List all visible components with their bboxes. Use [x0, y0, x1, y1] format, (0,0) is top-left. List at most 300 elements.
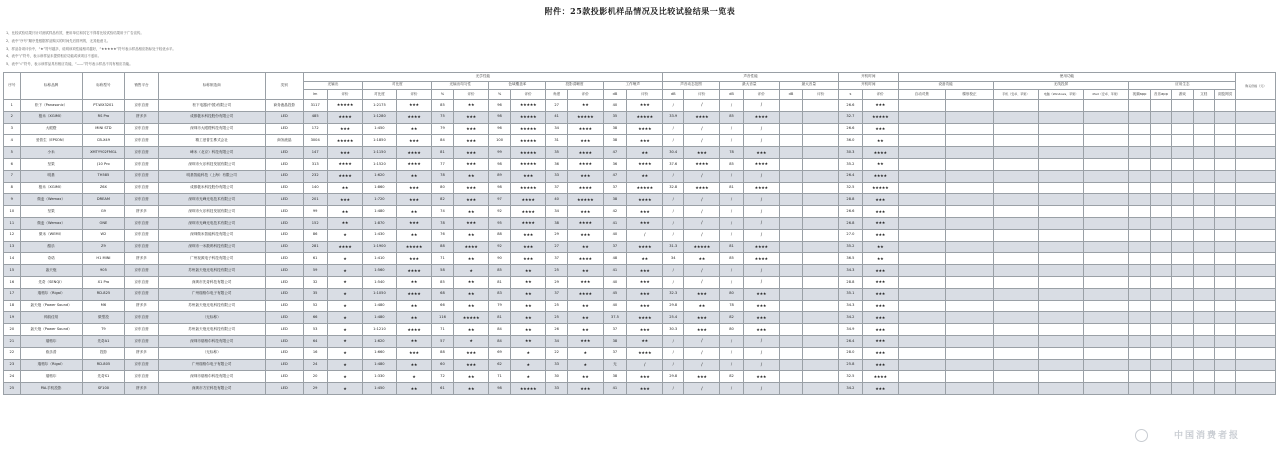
cell-usage: [1129, 182, 1150, 194]
cell-loudness: /: [720, 194, 744, 206]
cell-gamut: 98: [489, 158, 510, 170]
cell-uniformity: 81: [432, 147, 453, 159]
cell-usage: [946, 288, 994, 300]
cell-channel: 京东自营: [125, 147, 158, 159]
cell-usage: [993, 217, 1038, 229]
cell-focus: 31: [546, 135, 567, 147]
cell-stars: ★★★★★: [627, 182, 663, 194]
cell-usage: [898, 324, 946, 336]
cell-price: [1236, 265, 1276, 277]
cell-empty: [779, 371, 803, 383]
cell-stars: ★★★: [743, 288, 779, 300]
cell-stars: ★★★★: [510, 206, 546, 218]
cell-stars: ★★: [510, 312, 546, 324]
cell-seq: 5: [4, 147, 21, 159]
cell-empty: [779, 147, 803, 159]
cell-lm: 485: [303, 111, 327, 123]
cell-stars: ★★★★: [327, 111, 363, 123]
cell-stars: ★★★: [627, 206, 663, 218]
cell-loudness: 81: [720, 182, 744, 194]
cell-stars: ★★: [396, 312, 432, 324]
cell-stars: ★★: [453, 300, 489, 312]
cell-usage: [946, 147, 994, 159]
cell-usage: [1193, 194, 1214, 206]
cell-usage: [1172, 371, 1193, 383]
cell-category: LED: [265, 158, 303, 170]
cell-focus: 40: [546, 194, 567, 206]
cell-usage: [1214, 158, 1235, 170]
cell-stars: ★★★★★: [327, 135, 363, 147]
cell-contrast: 1:870: [363, 217, 396, 229]
cell-channel: 拼多多: [125, 206, 158, 218]
cell-maker: 精工爱普生株式会社: [158, 135, 265, 147]
cell-category: LED: [265, 217, 303, 229]
cell-usage: [946, 359, 994, 371]
cell-usage: [1084, 206, 1129, 218]
cell-usage: [1214, 206, 1235, 218]
cell-usage: [1084, 135, 1129, 147]
cell-stars: ★★★: [684, 371, 720, 383]
cell-stars: ★★★★: [743, 111, 779, 123]
cell-channel: 京东自营: [125, 288, 158, 300]
cell-model: RD-825: [82, 288, 125, 300]
cell-dynamic: /: [663, 206, 684, 218]
cell-brand: 瑞格尔: [20, 335, 82, 347]
table-row: [4, 253, 1276, 265]
cell-noise: 无: [603, 359, 627, 371]
cell-focus: 33: [546, 170, 567, 182]
cell-noise: 40: [603, 276, 627, 288]
cell-usage: [898, 100, 946, 112]
cell-category: LED: [265, 347, 303, 359]
cell-stars: ★: [327, 312, 363, 324]
note-line: 2、表中“序号”顺序是根据样品购买的时间先后排列的，无其他意义。: [6, 38, 110, 43]
header-dynamic: 声音动态范围: [663, 81, 720, 90]
cell-usage: [993, 206, 1038, 218]
cell-stars: ★★★: [453, 217, 489, 229]
cell-dynamic: 29.8: [663, 300, 684, 312]
cell-usage: [993, 194, 1038, 206]
cell-empty: [803, 383, 839, 395]
cell-empty: [779, 194, 803, 206]
cell-uniformity: 66: [432, 300, 453, 312]
cell-empty: [803, 347, 839, 359]
cell-uniformity: 76: [432, 229, 453, 241]
cell-usage: [1038, 312, 1083, 324]
cell-brand: 奇诺: [20, 253, 82, 265]
cell-focus: 27: [546, 100, 567, 112]
table-body: [4, 100, 1276, 395]
col-autofocus: 自动对焦: [898, 90, 946, 100]
header-seq: 序号: [4, 73, 21, 100]
cell-uniformity: 57: [432, 335, 453, 347]
cell-stars: /: [684, 217, 720, 229]
cell-maker: （无标称）: [158, 312, 265, 324]
cell-stars: ★★★★: [627, 241, 663, 253]
cell-empty: [803, 135, 839, 147]
cell-model: SF100: [82, 383, 125, 395]
cell-usage: [1214, 241, 1235, 253]
cell-usage: [1214, 347, 1235, 359]
cell-stars: ★★★: [453, 111, 489, 123]
cell-usage: [993, 170, 1038, 182]
cell-uniformity: 82: [432, 194, 453, 206]
cell-uniformity: 74: [432, 206, 453, 218]
cell-usage: [1214, 300, 1235, 312]
cell-stars: ★★★★: [743, 241, 779, 253]
cell-model: 微型投: [82, 312, 125, 324]
cell-usage: [946, 217, 994, 229]
cell-stars: ★★★★★: [396, 241, 432, 253]
cell-stars: ★★★: [862, 288, 898, 300]
cell-usage: [1214, 229, 1235, 241]
cell-stars: ★★★★: [567, 123, 603, 135]
cell-noise: 41: [603, 217, 627, 229]
cell-usage: [946, 170, 994, 182]
cell-brand: 极米（XGIMI）: [20, 111, 82, 123]
cell-noise: 47: [603, 147, 627, 159]
cell-empty: [803, 229, 839, 241]
cell-empty: [779, 276, 803, 288]
cell-usage: [1172, 147, 1193, 159]
cell-maker: 深圳市火乐科技发展有限公司: [158, 158, 265, 170]
header-speaker: 最大音量: [779, 81, 838, 90]
cell-stars: ★★★★: [567, 158, 603, 170]
cell-usage: [946, 229, 994, 241]
cell-usage: [1129, 241, 1150, 253]
cell-brand: 坚果: [20, 206, 82, 218]
cell-brand: 瑞格尔（Rigal）: [20, 359, 82, 371]
cell-seq: 2: [4, 111, 21, 123]
cell-stars: ★★: [510, 265, 546, 277]
cell-empty: [803, 359, 839, 371]
table-row: [4, 312, 1276, 324]
cell-usage: [898, 111, 946, 123]
cell-focus: 36: [546, 158, 567, 170]
cell-stars: ★★★: [567, 206, 603, 218]
table-row: [4, 347, 1276, 359]
cell-usage: [898, 182, 946, 194]
cell-focus: 22: [546, 347, 567, 359]
cell-usage: [1084, 347, 1129, 359]
cell-stars: ★★★: [862, 276, 898, 288]
cell-usage: [946, 312, 994, 324]
cell-model: RS Pro: [82, 111, 125, 123]
unit-eval: 评价: [396, 90, 432, 100]
cell-stars: ★★★: [453, 182, 489, 194]
col-music: 音乐app: [1150, 90, 1171, 100]
cell-usage: [1150, 288, 1171, 300]
cell-seq: 25: [4, 383, 21, 395]
cell-usage: [898, 241, 946, 253]
cell-stars: /: [743, 229, 779, 241]
cell-boot: 32.5: [839, 182, 863, 194]
cell-lm: 3117: [303, 100, 327, 112]
cell-empty: [779, 312, 803, 324]
cell-stars: ★★★: [453, 135, 489, 147]
cell-channel: 拼多多: [125, 383, 158, 395]
cell-lm: 20: [303, 371, 327, 383]
col-pc: 电脑（Windows、苹果）: [1038, 90, 1083, 100]
cell-stars: ★: [327, 276, 363, 288]
cell-usage: [1084, 265, 1129, 277]
cell-uniformity: 85: [432, 100, 453, 112]
cell-stars: ★★★★★: [453, 312, 489, 324]
cell-stars: ★★★: [453, 158, 489, 170]
cell-noise: 38: [603, 194, 627, 206]
cell-boot: 28.0: [839, 347, 863, 359]
cell-loudness: 78: [720, 300, 744, 312]
cell-usage: [1172, 276, 1193, 288]
cell-usage: [1214, 312, 1235, 324]
cell-brand: 松下（Panasonic）: [20, 100, 82, 112]
header-focus: 投影清晰度: [546, 81, 603, 90]
cell-usage: [1038, 288, 1083, 300]
cell-stars: ★: [327, 300, 363, 312]
cell-stars: /: [684, 276, 720, 288]
cell-usage: [1214, 359, 1235, 371]
cell-usage: [1038, 324, 1083, 336]
cell-price: [1236, 359, 1276, 371]
cell-stars: ★★★: [396, 194, 432, 206]
unit-eval: 评价: [743, 90, 779, 100]
cell-noise: 47: [603, 170, 627, 182]
header-feature: 设备功能: [898, 81, 993, 90]
cell-usage: [1129, 359, 1150, 371]
note-line: 4、表中“/”符号，表示该样品未提供相应功能或该项目不适用。: [6, 54, 101, 59]
cell-usage: [1214, 288, 1235, 300]
cell-usage: [1150, 123, 1171, 135]
cell-lm: 232: [303, 170, 327, 182]
table-row: [4, 324, 1276, 336]
cell-stars: ★★★★★: [567, 111, 603, 123]
cell-seq: 19: [4, 312, 21, 324]
cell-stars: /: [684, 135, 720, 147]
cell-empty: [803, 206, 839, 218]
cell-price: [1236, 371, 1276, 383]
cell-stars: ★★★: [327, 194, 363, 206]
cell-empty: [779, 100, 803, 112]
cell-stars: ★★★★★: [510, 182, 546, 194]
cell-usage: [946, 123, 994, 135]
cell-price: [1236, 324, 1276, 336]
cell-loudness: /: [720, 335, 744, 347]
cell-usage: [1150, 312, 1171, 324]
cell-loudness: 82: [720, 312, 744, 324]
cell-dynamic: 31.3: [663, 241, 684, 253]
cell-stars: ★★: [567, 241, 603, 253]
cell-stars: ★★: [396, 335, 432, 347]
cell-gamut: 96: [489, 123, 510, 135]
cell-usage: [1193, 241, 1214, 253]
cell-usage: [1129, 100, 1150, 112]
cell-usage: [1084, 335, 1129, 347]
cell-model: XMTYY02FMGL: [82, 147, 125, 159]
cell-contrast: 1:540: [363, 276, 396, 288]
cell-usage: [1193, 276, 1214, 288]
cell-focus: 27: [546, 241, 567, 253]
cell-usage: [898, 359, 946, 371]
cell-stars: ★★: [567, 265, 603, 277]
cell-usage: [1172, 324, 1193, 336]
cell-usage: [1150, 194, 1171, 206]
table-row: [4, 194, 1276, 206]
cell-stars: ★★★★: [743, 158, 779, 170]
cell-usage: [946, 241, 994, 253]
cell-uniformity: 79: [432, 123, 453, 135]
cell-usage: [993, 300, 1038, 312]
cell-usage: [1038, 241, 1083, 253]
cell-dynamic: 34: [663, 253, 684, 265]
cell-contrast: 1:450: [363, 123, 396, 135]
cell-gamut: 98: [489, 383, 510, 395]
cell-usage: [1084, 276, 1129, 288]
cell-usage: [946, 335, 994, 347]
cell-stars: ★★★: [396, 182, 432, 194]
unit-eval: 评价: [327, 90, 363, 100]
cell-price: [1236, 312, 1276, 324]
cell-stars: ★★: [684, 300, 720, 312]
cell-stars: ★★★★: [567, 147, 603, 159]
cell-maker: 成都极米科技股份有限公司: [158, 182, 265, 194]
cell-empty: [803, 335, 839, 347]
cell-usage: [1193, 383, 1214, 395]
cell-lm: 32: [303, 276, 327, 288]
cell-stars: ★★: [453, 170, 489, 182]
cell-stars: /: [743, 123, 779, 135]
cell-focus: 38: [546, 217, 567, 229]
cell-usage: [1129, 324, 1150, 336]
cell-stars: ★★★: [684, 288, 720, 300]
cell-usage: [1214, 371, 1235, 383]
cell-usage: [1214, 100, 1235, 112]
cell-loudness: /: [720, 265, 744, 277]
cell-contrast: 1:1210: [363, 324, 396, 336]
cell-model: T9: [82, 324, 125, 336]
cell-maker: 成都极米科技股份有限公司: [158, 111, 265, 123]
cell-boot: 26.6: [839, 123, 863, 135]
cell-stars: ★★: [567, 312, 603, 324]
cell-usage: [993, 359, 1038, 371]
cell-boot: 34.9: [839, 324, 863, 336]
cell-stars: ★★: [862, 241, 898, 253]
cell-noise: 38: [603, 135, 627, 147]
cell-usage: [1084, 371, 1129, 383]
cell-stars: ★★★: [862, 265, 898, 277]
cell-model: RD-805: [82, 359, 125, 371]
cell-usage: [946, 111, 994, 123]
cell-model: 先奇S1: [82, 371, 125, 383]
cell-stars: ★★★★★: [510, 147, 546, 159]
cell-dynamic: /: [663, 135, 684, 147]
cell-price: [1236, 217, 1276, 229]
cell-boot: 27.0: [839, 229, 863, 241]
cell-usage: [1038, 158, 1083, 170]
cell-stars: ★★: [684, 253, 720, 265]
cell-lm: 29: [303, 383, 327, 395]
unit-db: dB: [779, 90, 803, 100]
cell-empty: [779, 288, 803, 300]
cell-maker: （无标称）: [158, 347, 265, 359]
cell-price: [1236, 182, 1276, 194]
cell-category: LED: [265, 300, 303, 312]
cell-usage: [1172, 312, 1193, 324]
cell-focus: 37: [546, 253, 567, 265]
cell-usage: [946, 194, 994, 206]
cell-usage: [1172, 253, 1193, 265]
cell-stars: ★★★: [743, 312, 779, 324]
cell-gamut: 81: [489, 276, 510, 288]
cell-price: [1236, 111, 1276, 123]
cell-maker: 峰米（北京）科技有限公司: [158, 147, 265, 159]
unit-pct: %: [489, 90, 510, 100]
cell-stars: ★★: [396, 276, 432, 288]
cell-usage: [1193, 206, 1214, 218]
cell-usage: [1150, 383, 1171, 395]
cell-usage: [1193, 123, 1214, 135]
cell-price: [1236, 158, 1276, 170]
cell-stars: ★★★: [862, 312, 898, 324]
cell-usage: [1084, 312, 1129, 324]
cell-stars: ★★: [567, 100, 603, 112]
cell-usage: [1214, 217, 1235, 229]
cell-price: [1236, 206, 1276, 218]
cell-stars: ★★★: [510, 229, 546, 241]
cell-usage: [898, 335, 946, 347]
cell-stars: /: [684, 170, 720, 182]
cell-uniformity: 75: [432, 111, 453, 123]
cell-focus: 33: [546, 383, 567, 395]
cell-contrast: 1:660: [363, 347, 396, 359]
cell-usage: [1172, 206, 1193, 218]
header-boot: 开机时间: [839, 73, 898, 82]
cell-model: J10 Pro: [82, 158, 125, 170]
cell-contrast: 1:620: [363, 170, 396, 182]
cell-stars: ★★: [396, 300, 432, 312]
cell-lm: 3004: [303, 135, 327, 147]
cell-usage: [898, 347, 946, 359]
cell-boot: 32.7: [839, 111, 863, 123]
cell-stars: ★★★: [862, 100, 898, 112]
cell-stars: ★★★: [627, 371, 663, 383]
cell-stars: ★★★: [627, 300, 663, 312]
cell-brand: 帅韵佳易: [20, 312, 82, 324]
cell-seq: 23: [4, 359, 21, 371]
cell-usage: [1038, 111, 1083, 123]
cell-brand: 大眼橙: [20, 123, 82, 135]
cell-brand: 爱普生（EPSON）: [20, 135, 82, 147]
cell-boot: 34.3: [839, 265, 863, 277]
cell-stars: ★★: [396, 383, 432, 395]
cell-stars: /: [743, 383, 779, 395]
cell-dynamic: 33.9: [663, 111, 684, 123]
cell-usage: [1084, 383, 1129, 395]
cell-usage: [1214, 276, 1235, 288]
cell-uniformity: 68: [432, 288, 453, 300]
cell-usage: [1172, 100, 1193, 112]
cell-stars: /: [684, 123, 720, 135]
cell-contrast: 1:330: [363, 371, 396, 383]
cell-empty: [779, 324, 803, 336]
col-web: 浏览网页: [1214, 90, 1235, 100]
cell-stars: ★: [567, 359, 603, 371]
unit-s: s: [839, 90, 863, 100]
cell-stars: /: [684, 359, 720, 371]
cell-category: LED: [265, 335, 303, 347]
cell-empty: [779, 170, 803, 182]
cell-lm: 147: [303, 147, 327, 159]
cell-lm: 172: [303, 123, 327, 135]
